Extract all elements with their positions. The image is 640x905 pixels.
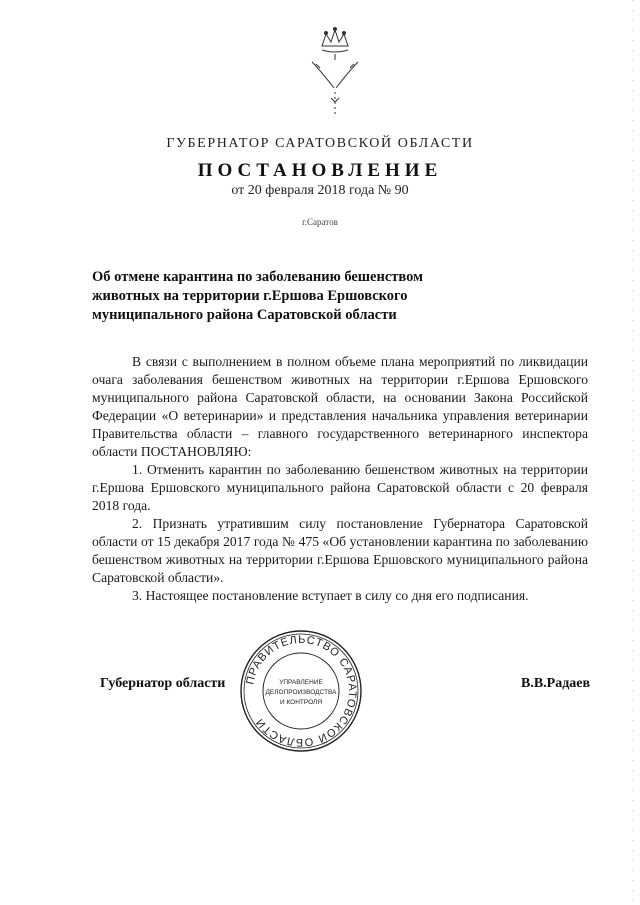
body-item: 1. Отменить карантин по заболеванию бешенством животных на территории г.Ершова Ершовского муниципального района Саратовской области с 20 февраля 2018 года.	[92, 462, 588, 513]
document-type-heading: ПОСТАНОВЛЕНИЕ	[197, 160, 443, 181]
document-date-number: от 20 февраля 2018 года № 90	[231, 183, 409, 198]
seal-center-line: УПРАВЛЕНИЕ	[279, 679, 323, 686]
official-seal-icon	[238, 628, 364, 754]
issue-city: г.Саратов	[302, 217, 338, 227]
issuer-title: ГУБЕРНАТОР САРАТОВСКОЙ ОБЛАСТИ	[166, 136, 474, 151]
document-body	[92, 353, 588, 605]
signer-title: Губернатор области	[100, 676, 226, 691]
scan-artifact-line	[632, 0, 634, 905]
body-item: 3. Настоящее постановление вступает в силу со дня его подписания.	[132, 588, 529, 603]
document-subject: Об отмене карантина по заболеванию бешенством животных на территории г.Ершова Ершовского муниципального района Саратовской области	[92, 269, 423, 323]
body-item: 2. Признать утратившим силу постановление Губернатора Саратовской области от 15 декабря 2017 года № 475 «Об установлении карантина по заболеванию бешенством животных на территории г.Ершова Ершовского муниципального района Саратовской области».	[92, 516, 588, 585]
coat-of-arms-icon	[300, 18, 370, 118]
preamble-paragraph: В связи с выполнением в полном объеме плана мероприятий по ликвидации очага заболевания бешенством животных на территории г.Ершова Ершовского муниципального района Саратовской области, на основании Закона Российской Федерации «О ветеринарии» и представления начальника управления ветеринарии Правительства области – главного государственного ветеринарного инспектора области ПОСТАНОВЛЯЮ:	[92, 354, 588, 459]
signer-name: В.В.Радаев	[521, 676, 591, 691]
seal-ring-text: ПРАВИТЕЛЬСТВО САРАТОВСКОЙ ОБЛАСТИ	[244, 633, 359, 749]
seal-center-line: ДЕЛОПРОИЗВОДСТВА	[265, 689, 337, 696]
seal-center-line: И КОНТРОЛЯ	[279, 699, 323, 706]
